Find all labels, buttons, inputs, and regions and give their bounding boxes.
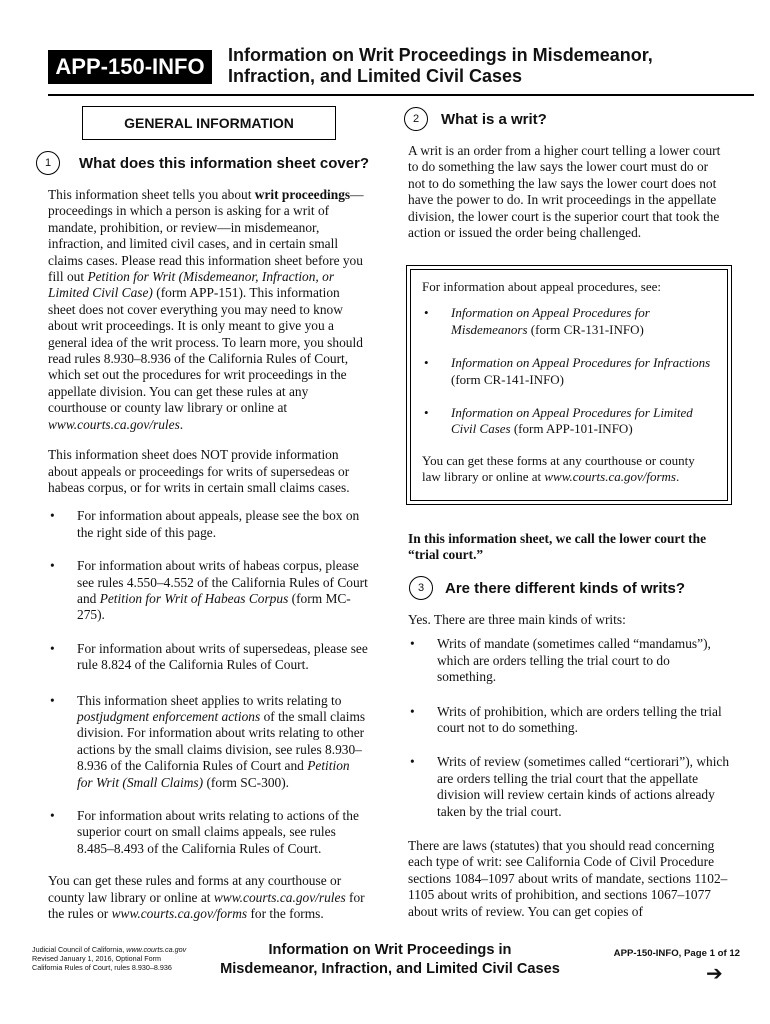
footer-title-line-2: Misdemeanor, Infraction, and Limited Civil Cases: [220, 961, 560, 977]
section-number-3: 3: [409, 576, 433, 600]
appeal-box-outro: You can get these forms at any courthouse or county law library or online at www.courts.ca.gov/forms.: [422, 452, 695, 485]
appeal-box-intro: For information about appeal procedures, see:: [422, 279, 661, 294]
list-item: • For information about writs of supersedeas, please see rule 8.824 of the California Rules of Court.: [48, 641, 368, 674]
list-item: • Information on Appeal Procedures for Misdemeanors (form CR-131-INFO): [422, 305, 716, 338]
section-3-bullet-list: [408, 636, 730, 820]
forms-link[interactable]: www.courts.ca.gov/forms: [544, 469, 676, 485]
footer-line-3: California Rules of Court, rules 8.930–8.936: [32, 963, 172, 973]
list-item: • For information about writs relating to actions of the superior court on small claims appeals, see rules 8.485–8.493 of the California Rules of Court.: [48, 808, 368, 857]
section-1-paragraph-2: This information sheet does NOT provide information about appeals or proceedings for writs of supersedeas or habeas corpus, or for writs in certain small claims cases.: [48, 447, 350, 495]
list-item: • Information on Appeal Procedures for Infractions (form CR-141-INFO): [422, 355, 716, 388]
footer-title: [210, 941, 570, 979]
section-1-heading: What does this information sheet cover?: [79, 155, 370, 172]
section-2-paragraph: A writ is an order from a higher court telling a lower court to do something the law says the lower court must do or not to do something the law says the lower court does not have the power to do. In writ proceedings in the appellate division, the lower court is the superior court that took the action or issued the order being challenged.: [408, 143, 721, 241]
page-title: [228, 45, 748, 87]
section-2-body: [408, 143, 726, 241]
section-1-paragraph-1: This information sheet tells you about writ proceedings—proceedings in which a person is asking for a writ of mandate, prohibition, or review—in misdemeanor, infraction, and limited civil cases, and in certain small claims cases. Please read this information sheet before you fill out Petition for Writ (Misdemeanor, Infraction, or Limited Civil Case) (form APP-151). This information sheet does not cover everything you may need to know about writ proceedings. It is only meant to give you a general idea of the writ process. To learn more, you should read rules 8.930–8.936 of the California Rules of Court, which set out the procedures for writ proceedings in the appellate division. You can get these rules at any courthouse or county law library or online at www.courts.ca.gov/rules.: [48, 187, 364, 432]
footer-source: [32, 945, 232, 973]
section-1-bullet-list: [48, 508, 368, 857]
section-3-body: [408, 612, 730, 920]
list-item: • Writs of mandate (sometimes called “mandamus”), which are orders telling the trial court to do something.: [408, 636, 730, 685]
trial-court-note: In this information sheet, we call the lower court the “trial court.”: [408, 531, 707, 563]
section-3-intro: Yes. There are three main kinds of writs:: [408, 612, 626, 627]
rules-link[interactable]: www.courts.ca.gov/rules: [213, 889, 346, 905]
footer-line-1: Judicial Council of California, www.courts.ca.gov: [32, 945, 187, 954]
forms-link[interactable]: www.courts.ca.gov/forms: [111, 906, 248, 922]
list-item: • For information about appeals, please see the box on the right side of this page.: [48, 508, 368, 541]
appeal-procedures-inner: [410, 269, 728, 501]
header-rule: [48, 94, 754, 96]
next-page-arrow-icon[interactable]: ➔: [706, 963, 723, 985]
title-line-1: Information on Writ Proceedings in Misdemeanor,: [228, 45, 653, 65]
footer-title-line-1: Information on Writ Proceedings in: [268, 942, 512, 958]
title-line-2: Infraction, and Limited Civil Cases: [228, 66, 523, 86]
section-1-paragraph-3: You can get these rules and forms at any courthouse or county law library or online at www.courts.ca.gov/rules for the rules or www.courts.ca.gov/forms for the forms.: [48, 873, 365, 922]
general-information-box: GENERAL INFORMATION: [82, 106, 336, 140]
section-number-1: 1: [36, 151, 60, 175]
courts-link[interactable]: www.courts.ca.gov: [126, 945, 187, 954]
list-item: • Writs of review (sometimes called “certiorari”), which are orders telling the trial court that the appellate division will review certain kinds of actions already taken by the trial court.: [408, 754, 730, 820]
section-3-closing: There are laws (statutes) that you should read concerning each type of writ: see California Code of Civil Procedure sections 1084–1097 about writs of mandate, sections 1102–1105 about writs of prohibition, and sections 1067–1077 about writs of review. You can get copies of: [408, 838, 728, 919]
list-item: • This information sheet applies to writs relating to postjudgment enforcement actions of the small claims division. For information about writs relating to other actions by the small claims division, see rules 8.930–8.936 of the California Rules of Court and Petition for Writ (Small Claims) (form SC-300).: [48, 693, 368, 791]
rules-link[interactable]: www.courts.ca.gov/rules: [48, 416, 180, 432]
list-item: • Writs of prohibition, which are orders telling the trial court not to do something.: [408, 704, 730, 737]
page-number: APP-150-INFO, Page 1 of 12: [613, 948, 740, 959]
appeal-procedures-box: [406, 265, 732, 505]
list-item: • For information about writs of habeas corpus, please see rules 4.550–4.552 of the California Rules of Court and Petition for Writ of Habeas Corpus (form MC-275).: [48, 558, 368, 624]
list-item: • Information on Appeal Procedures for Limited Civil Cases (form APP-101-INFO): [422, 405, 716, 438]
section-2-heading: What is a writ?: [441, 111, 547, 128]
form-number-badge: APP-150-INFO: [48, 50, 212, 84]
section-1-body: [48, 187, 368, 922]
footer-line-2: Revised January 1, 2016, Optional Form: [32, 954, 162, 964]
section-3-heading: Are there different kinds of writs?: [445, 580, 686, 597]
section-number-2: 2: [404, 107, 428, 131]
appeal-box-list: [422, 305, 716, 437]
